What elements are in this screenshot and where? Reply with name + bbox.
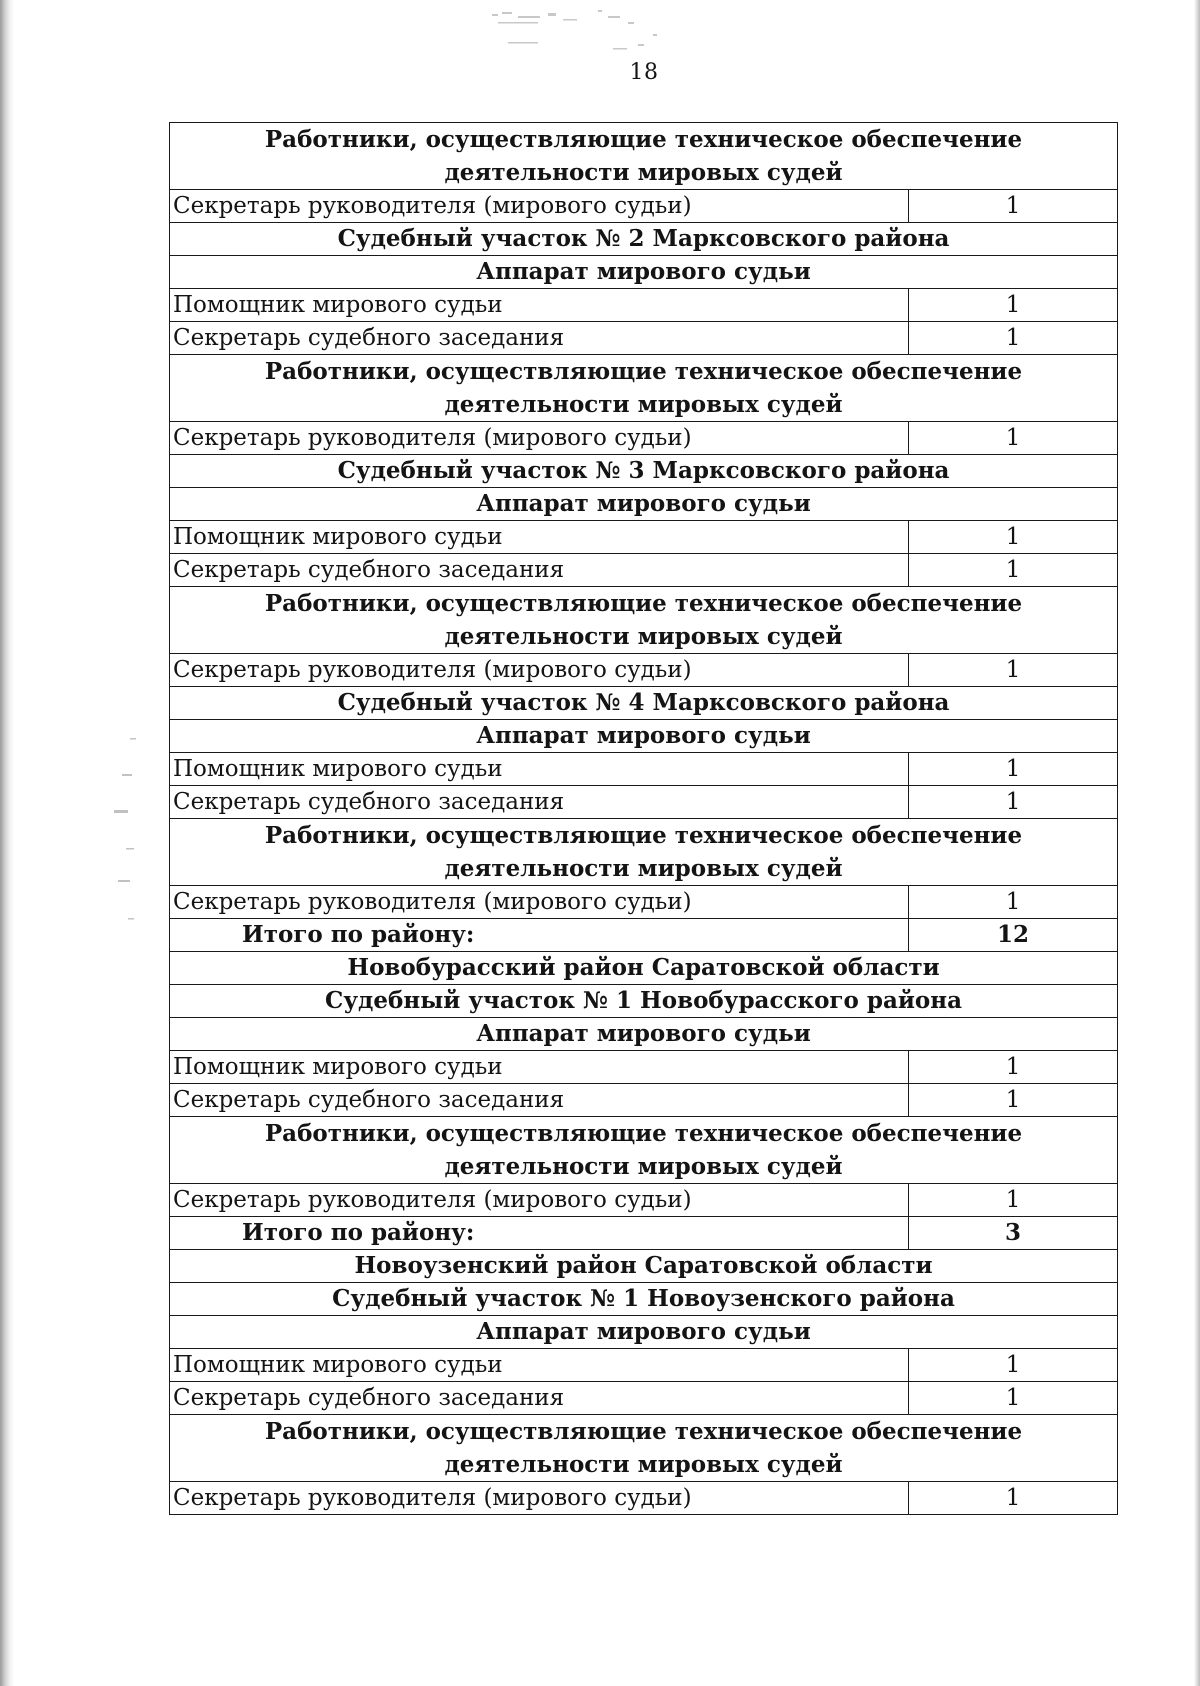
- position-name: Секретарь руководителя (мирового судьи): [170, 190, 909, 223]
- position-name: Секретарь руководителя (мирового судьи): [170, 1482, 909, 1515]
- position-row: [170, 1184, 1118, 1217]
- margin-marks: [108, 730, 148, 940]
- section-heading: Работники, осуществляющие техническое обеспечение деятельности мировых судей: [170, 123, 1118, 190]
- total-label: Итого по району:: [170, 1217, 909, 1250]
- district-total-row: [170, 1217, 1118, 1250]
- position-count: 1: [909, 1349, 1118, 1382]
- position-name: Помощник мирового судьи: [170, 753, 909, 786]
- position-count: 1: [909, 1482, 1118, 1515]
- position-name: Секретарь судебного заседания: [170, 1084, 909, 1117]
- section-heading: Судебный участок № 1 Новобурасского района: [170, 985, 1118, 1018]
- section-heading: Новоузенский район Саратовской области: [170, 1250, 1118, 1283]
- scan-edge-right: [1194, 0, 1200, 1686]
- section-heading-row: [170, 1283, 1118, 1316]
- section-heading: Работники, осуществляющие техническое обеспечение деятельности мировых судей: [170, 1415, 1118, 1482]
- section-heading-row: [170, 720, 1118, 753]
- position-row: [170, 1382, 1118, 1415]
- total-count: 3: [909, 1217, 1118, 1250]
- position-row: [170, 1084, 1118, 1117]
- position-name: Секретарь судебного заседания: [170, 322, 909, 355]
- section-heading-row: [170, 355, 1118, 422]
- position-name: Помощник мирового судьи: [170, 1051, 909, 1084]
- page-number: 18: [629, 60, 659, 85]
- section-heading-row: [170, 1316, 1118, 1349]
- section-heading-row: [170, 1415, 1118, 1482]
- position-row: [170, 786, 1118, 819]
- section-heading-row: [170, 256, 1118, 289]
- position-name: Секретарь судебного заседания: [170, 1382, 909, 1415]
- position-count: 1: [909, 886, 1118, 919]
- section-heading-row: [170, 1117, 1118, 1184]
- position-count: 1: [909, 1051, 1118, 1084]
- position-row: [170, 1349, 1118, 1382]
- position-row: [170, 554, 1118, 587]
- position-name: Помощник мирового судьи: [170, 1349, 909, 1382]
- section-heading: Работники, осуществляющие техническое обеспечение деятельности мировых судей: [170, 355, 1118, 422]
- position-row: [170, 654, 1118, 687]
- position-row: [170, 190, 1118, 223]
- section-heading: Новобурасский район Саратовской области: [170, 952, 1118, 985]
- position-count: 1: [909, 1382, 1118, 1415]
- section-heading-row: [170, 1018, 1118, 1051]
- position-count: 1: [909, 1084, 1118, 1117]
- staff-table: [169, 122, 1118, 1515]
- section-heading: Судебный участок № 1 Новоузенского района: [170, 1283, 1118, 1316]
- position-row: [170, 886, 1118, 919]
- position-count: 1: [909, 554, 1118, 587]
- position-name: Секретарь руководителя (мирового судьи): [170, 1184, 909, 1217]
- position-count: 1: [909, 753, 1118, 786]
- position-row: [170, 1051, 1118, 1084]
- section-heading-row: [170, 985, 1118, 1018]
- position-name: Секретарь судебного заседания: [170, 554, 909, 587]
- district-total-row: [170, 919, 1118, 952]
- scan-smudge: [488, 4, 708, 60]
- position-row: [170, 1482, 1118, 1515]
- position-row: [170, 753, 1118, 786]
- section-heading: Судебный участок № 4 Марксовского района: [170, 687, 1118, 720]
- section-heading: Работники, осуществляющие техническое обеспечение деятельности мировых судей: [170, 819, 1118, 886]
- position-count: 1: [909, 322, 1118, 355]
- position-count: 1: [909, 1184, 1118, 1217]
- position-row: [170, 521, 1118, 554]
- staff-table-body: [170, 123, 1118, 1515]
- section-heading-row: [170, 587, 1118, 654]
- section-heading: Работники, осуществляющие техническое обеспечение деятельности мировых судей: [170, 587, 1118, 654]
- total-count: 12: [909, 919, 1118, 952]
- section-heading-row: [170, 952, 1118, 985]
- section-heading-row: [170, 223, 1118, 256]
- position-row: [170, 289, 1118, 322]
- position-row: [170, 422, 1118, 455]
- section-heading: Аппарат мирового судьи: [170, 488, 1118, 521]
- scan-edge-left: [0, 0, 14, 1686]
- position-count: 1: [909, 521, 1118, 554]
- section-heading: Судебный участок № 2 Марксовского района: [170, 223, 1118, 256]
- position-name: Секретарь руководителя (мирового судьи): [170, 654, 909, 687]
- position-row: [170, 322, 1118, 355]
- section-heading: Аппарат мирового судьи: [170, 1316, 1118, 1349]
- section-heading: Работники, осуществляющие техническое обеспечение деятельности мировых судей: [170, 1117, 1118, 1184]
- section-heading: Аппарат мирового судьи: [170, 256, 1118, 289]
- section-heading: Судебный участок № 3 Марксовского района: [170, 455, 1118, 488]
- section-heading: Аппарат мирового судьи: [170, 1018, 1118, 1051]
- position-count: 1: [909, 654, 1118, 687]
- section-heading-row: [170, 1250, 1118, 1283]
- section-heading-row: [170, 687, 1118, 720]
- section-heading-row: [170, 488, 1118, 521]
- section-heading: Аппарат мирового судьи: [170, 720, 1118, 753]
- position-count: 1: [909, 190, 1118, 223]
- position-name: Секретарь руководителя (мирового судьи): [170, 422, 909, 455]
- section-heading-row: [170, 819, 1118, 886]
- position-count: 1: [909, 786, 1118, 819]
- position-name: Помощник мирового судьи: [170, 521, 909, 554]
- section-heading-row: [170, 455, 1118, 488]
- section-heading-row: [170, 123, 1118, 190]
- position-name: Помощник мирового судьи: [170, 289, 909, 322]
- position-count: 1: [909, 289, 1118, 322]
- position-name: Секретарь судебного заседания: [170, 786, 909, 819]
- position-count: 1: [909, 422, 1118, 455]
- position-name: Секретарь руководителя (мирового судьи): [170, 886, 909, 919]
- total-label: Итого по району:: [170, 919, 909, 952]
